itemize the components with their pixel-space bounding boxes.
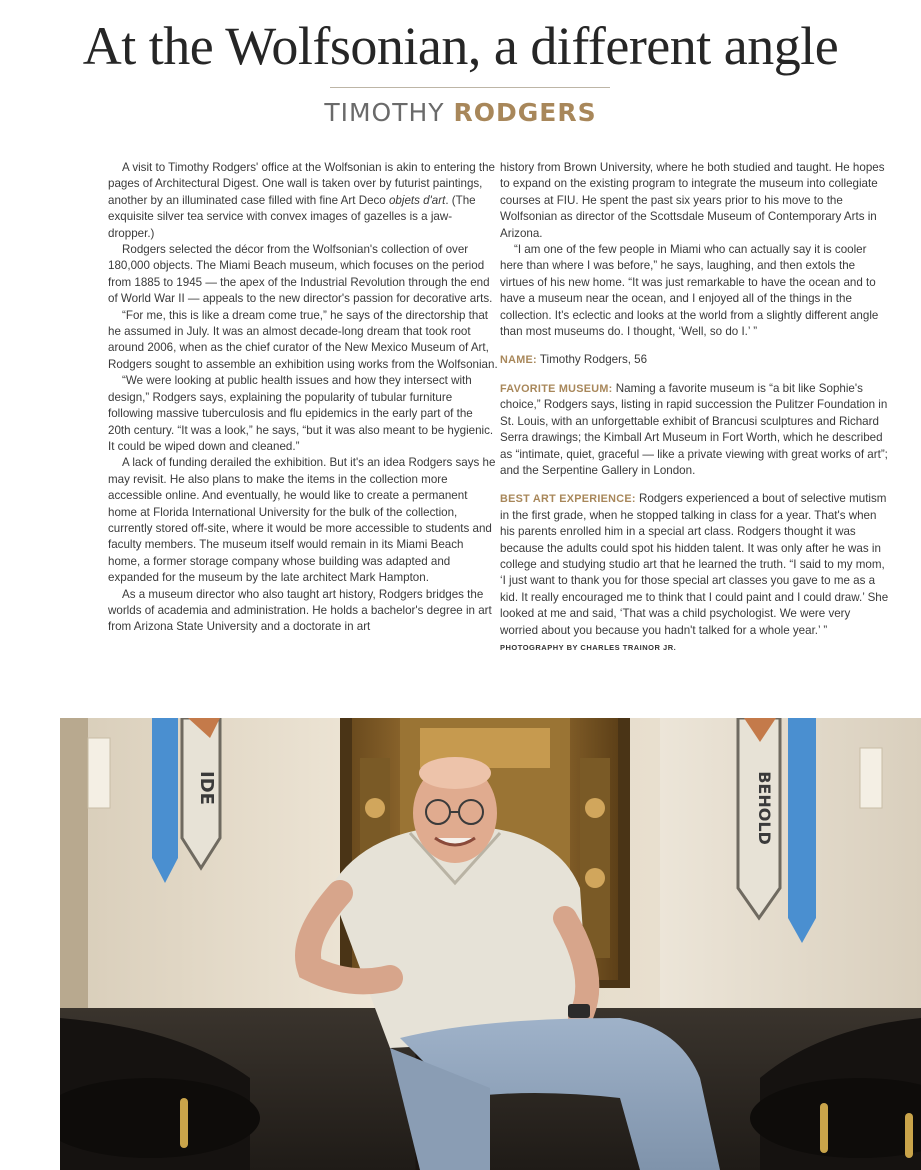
paragraph: “We were looking at public health issues and how they intersect with design,” Rodgers says, explaining the popularity of tubular furniture following massive tuberculosis and flu epidemics in the early part of the 20th century. “It was a look,” he says, “but it was also meant to be hygienic. It could be wiped down and cleaned.”: [108, 374, 494, 453]
paragraph: A visit to Timothy Rodgers' office at the Wolfsonian is akin to entering the pages of Architectural Digest. One wall is taken over by futurist paintings, another by an illuminated case filled with fine Art Deco objets d'art. (The exquisite silver tea service with convex images of gazelles is a jaw-dropper.): [108, 161, 495, 240]
paragraph: Rodgers selected the décor from the Wolfsonian's collection of over 180,000 objects. The Miami Beach museum, which focuses on the period from 1885 to 1945 — the apex of the Industrial Revolution through the end of World War II — appeals to the new director's passion for decorative arts.: [108, 243, 493, 306]
favorite-museum-label: FAVORITE MUSEUM:: [500, 382, 613, 395]
paragraph: As a museum director who also taught art history, Rodgers bridges the worlds of academia and administration. He holds a bachelor's degree in art from Arizona State University and a doctorate in art: [108, 587, 492, 634]
byline-first-name: TIMOTHY: [324, 98, 445, 127]
byline: [0, 96, 921, 130]
title-divider: [330, 87, 610, 88]
paragraph: “For me, this is like a dream come true,” he says of the directorship that he assumed in July. It was an almost decade-long dream that took root around 2006, when as the chief curator of the New Mexico Museum of Art, Rodgers sought to assemble an exhibition using works from the Wolfsonian.: [108, 308, 498, 371]
paragraph: “I am one of the few people in Miami who can actually say it is cooler here than where I was before,” he says, laughing, and then extols the virtues of his new home. “It was just remarkable to have the ocean and to have a museum near the ocean, and I enjoyed all of the things in the collection. It's eclectic and looks at the world from a slightly different angle than most museums do. I thought, ‘Well, so do I.’ ”: [500, 243, 879, 339]
best-art-experience-label: BEST ART EXPERIENCE:: [500, 493, 636, 506]
right-banner-text: BEHOLD: [755, 771, 774, 845]
name-label: NAME:: [500, 354, 537, 367]
article-column-left: [108, 160, 498, 636]
left-banner-text: IDE: [196, 771, 217, 805]
article-column-right: [500, 160, 890, 656]
article-title: At the Wolfsonian, a different angle: [82, 16, 839, 76]
paragraph: A lack of funding derailed the exhibition. But it's an idea Rodgers says he may revisit. He also plans to make the items in the collection more accessible online. And eventually, he would like to create a permanent home at Florida International University for the bulk of the collection, currently stored off-site, where it would be more accessible to students and faculty members. The museum itself would remain in its Miami Beach home, a former storage company whose building was adapted and expanded for the museum by the late architect Mark Hampton.: [108, 456, 496, 585]
photo-credit: PHOTOGRAPHY BY CHARLES TRAINOR JR.: [500, 642, 677, 652]
paragraph: history from Brown University, where he both studied and taught. He hopes to expand on the existing program to integrate the museum into collegiate courses at FIU. He spent the past six years prior to his move to the Wolfsonian as director of the Scottsdale Museum of Contemporary Arts in Arizona.: [500, 161, 885, 240]
name-fact: NAME: Timothy Rodgers, 56: [500, 353, 648, 367]
best-art-experience-fact: BEST ART EXPERIENCE: Rodgers experienced a bout of selective mutism in the first grade, when he stopped talking in class for a year. That's when his parents enrolled him in a special art class. Rodgers thought it was because the adults could spot his hidden talent. It was only after he was in college and studying studio art that he learned the truth. “I said to my mom, ‘I just want to thank you for those special art classes you gave to me as a kid. It really encouraged me to think that I could paint and I could draw.’ She looked at me and said, ‘That was a child psychologist. We were very worried about you because you hadn't talked for a whole year.’ ” PHOTOGRAPHY BY CHARLES TRAINOR JR.: [500, 492, 889, 652]
portrait-photo: [60, 718, 921, 1170]
byline-last-name: RODGERS: [453, 98, 597, 127]
favorite-museum-fact: FAVORITE MUSEUM: Naming a favorite museum is “a bit like Sophie's choice,” Rodgers says, listing in rapid succession the Pulitzer Foundation in St. Louis, with an unforgettable exhibit of Brancusi sculptures and Richard Serra drawings; the Kimball Art Museum in Fort Worth, which he described as “intimate, quiet, graceful — like a private viewing with great works of art”; and the Serpentine Gallery in London.: [500, 381, 888, 477]
